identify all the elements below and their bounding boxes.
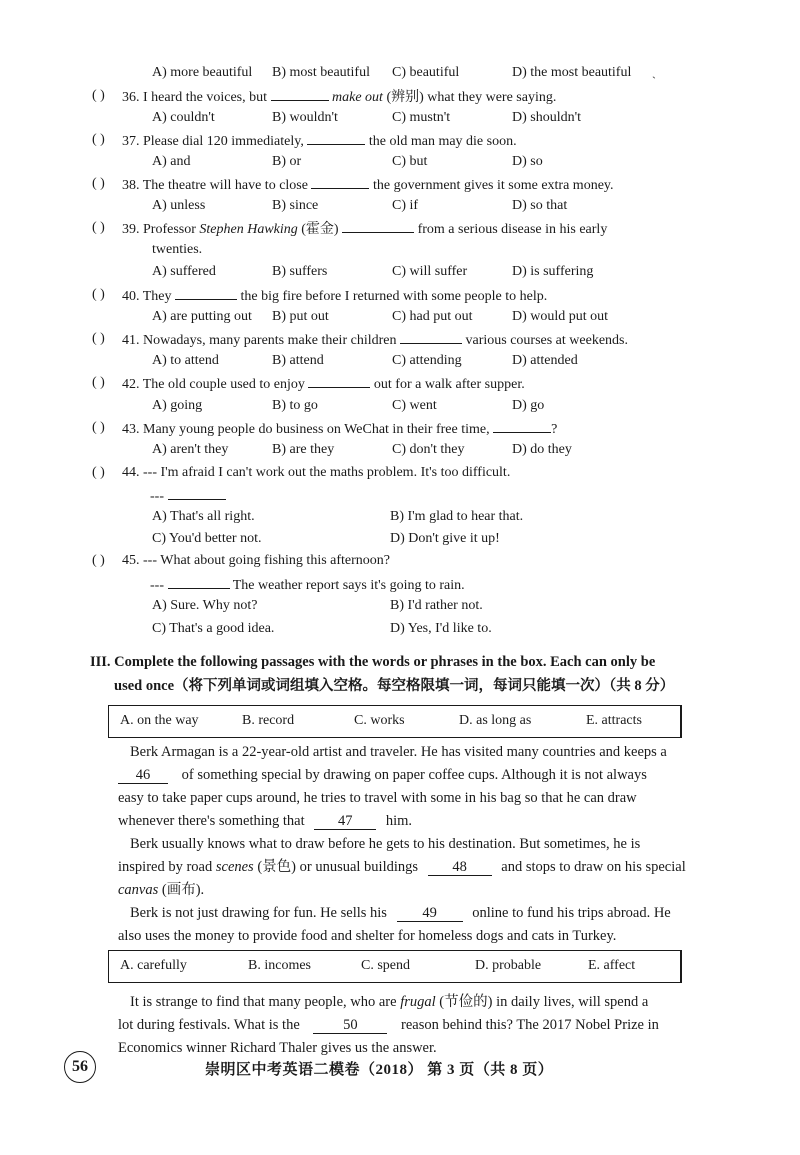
question-text: Nowadays, many parents make their children xyxy=(143,333,397,348)
question-text: Please dial 120 immediately, xyxy=(143,134,304,149)
q40-option-a: A) are putting out xyxy=(152,309,252,324)
q37-option-b: B) or xyxy=(272,154,302,169)
section-title: III. Complete the following passages with the words or phrases in the box. Each can only be xyxy=(90,654,656,670)
word-box-1-item: E. attracts xyxy=(586,713,642,728)
q35-option-a: A) more beautiful xyxy=(152,65,253,80)
q37-option-d: D) so xyxy=(512,154,543,169)
passage-line: It is strange to find that many people, who are frugal (节俭的) in daily lives, will spend a xyxy=(130,994,649,1010)
q43-option-c: C) don't they xyxy=(392,442,465,457)
word-box-2-item: E. affect xyxy=(588,958,636,973)
q44-option-a: A) That's all right. xyxy=(152,509,255,524)
word-box-2-item: A. carefully xyxy=(120,958,187,973)
word-box-1-item: A. on the way xyxy=(120,713,199,728)
page-number-circle: 56 xyxy=(64,1051,96,1083)
q36-option-b: B) wouldn't xyxy=(272,110,338,125)
question-42 xyxy=(122,373,525,395)
q36-option-c: C) mustn't xyxy=(392,110,451,125)
answer-blank[interactable] xyxy=(493,418,551,433)
passage-line xyxy=(130,902,671,925)
answer-bracket[interactable]: ( ) xyxy=(92,287,105,302)
stray-mark: ˋ xyxy=(652,74,656,88)
q45-reply xyxy=(150,574,465,596)
passage-line: Berk Armagan is a 22-year-old artist and traveler. He has visited many countries and keeps a xyxy=(130,744,667,760)
answer-bracket[interactable]: ( ) xyxy=(92,132,105,147)
question-text-after: the big fire before I returned with some people to help. xyxy=(240,289,548,304)
passage-text: online to fund his trips abroad. He xyxy=(472,905,671,921)
passage-text: Berk is not just drawing for fun. He sells his xyxy=(130,905,387,921)
passage-text: of something special by drawing on paper coffee cups. Although it is not always xyxy=(181,767,647,783)
q35-option-d: D) the most beautiful xyxy=(512,65,632,80)
question-38 xyxy=(122,174,614,196)
question-45 xyxy=(122,551,390,571)
q37-option-c: C) but xyxy=(392,154,428,169)
answer-bracket[interactable]: ( ) xyxy=(92,331,105,346)
question-text: --- What about going fishing this afternoon? xyxy=(143,553,391,568)
q41-option-d: D) attended xyxy=(512,353,578,368)
q39-option-b: B) suffers xyxy=(272,264,328,279)
question-text: The old couple used to enjoy xyxy=(142,377,305,392)
question-text-after: the government gives it some extra money. xyxy=(372,178,614,193)
blank-48[interactable]: 48 xyxy=(428,859,492,876)
answer-blank[interactable] xyxy=(400,329,462,344)
word-box-2-item: D. probable xyxy=(475,958,542,973)
q42-option-c: C) went xyxy=(392,398,437,413)
q38-option-d: D) so that xyxy=(512,198,568,213)
answer-blank[interactable] xyxy=(168,485,226,500)
passage-line xyxy=(118,764,647,787)
passage-text: lot during festivals. What is the xyxy=(118,1017,300,1033)
word-box-1-item: C. works xyxy=(354,713,405,728)
blank-46[interactable]: 46 xyxy=(118,767,168,784)
q43-option-a: A) aren't they xyxy=(152,442,229,457)
question-44 xyxy=(122,463,510,483)
answer-bracket[interactable]: ( ) xyxy=(92,553,105,568)
q42-option-a: A) going xyxy=(152,398,203,413)
q42-option-d: D) go xyxy=(512,398,545,413)
q35-option-c: C) beautiful xyxy=(392,65,460,80)
section-instruction: used once（将下列单词或词组填入空格。每空格限填一词，每词只能填一次）（共 8 分） xyxy=(114,678,675,694)
q42-option-b: B) to go xyxy=(272,398,318,413)
answer-blank[interactable] xyxy=(307,130,365,145)
word-box-1-item: D. as long as xyxy=(459,713,532,728)
q44-reply xyxy=(150,485,226,507)
q45-option-b: B) I'd rather not. xyxy=(390,598,483,613)
question-text-after: out for a walk after supper. xyxy=(373,377,525,392)
question-37 xyxy=(122,130,517,152)
answer-blank[interactable] xyxy=(175,285,237,300)
question-text: --- I'm afraid I can't work out the maths problem. It's too difficult. xyxy=(143,465,511,480)
passage-text: inspired by road scenes (景色) or unusual buildings xyxy=(118,859,419,875)
q38-option-b: B) since xyxy=(272,198,319,213)
question-text-after: ? xyxy=(551,422,558,437)
passage-line xyxy=(118,856,686,879)
q37-option-a: A) and xyxy=(152,154,191,169)
q41-option-b: B) attend xyxy=(272,353,324,368)
answer-bracket[interactable]: ( ) xyxy=(92,176,105,191)
word-box-2-item: B. incomes xyxy=(248,958,311,973)
q45-option-a: A) Sure. Why not? xyxy=(152,598,258,613)
answer-blank[interactable] xyxy=(308,373,370,388)
q38-option-c: C) if xyxy=(392,198,419,213)
question-36 xyxy=(122,86,556,108)
passage-text: whenever there's something that xyxy=(118,813,305,829)
answer-bracket[interactable]: ( ) xyxy=(92,465,105,480)
question-text-after: from a serious disease in his early xyxy=(417,222,608,237)
question-number: 41. xyxy=(122,333,140,348)
q40-option-b: B) put out xyxy=(272,309,329,324)
passage-text: and stops to draw on his special xyxy=(501,859,686,875)
answer-blank[interactable] xyxy=(271,86,329,101)
question-number: 39. xyxy=(122,222,140,237)
question-number: 43. xyxy=(122,422,140,437)
q39-option-d: D) is suffering xyxy=(512,264,594,279)
question-text: Professor Stephen Hawking (霍金) xyxy=(143,222,339,237)
reply-dash: --- xyxy=(150,489,164,504)
q44-option-b: B) I'm glad to hear that. xyxy=(390,509,524,524)
passage-line: Economics winner Richard Thaler gives us the answer. xyxy=(118,1040,437,1056)
question-39-continued: twenties. xyxy=(152,242,203,257)
question-number: 36. xyxy=(122,90,140,105)
word-box-2-item: C. spend xyxy=(361,958,410,973)
q36-option-d: D) shouldn't xyxy=(512,110,582,125)
question-text: The theatre will have to close xyxy=(142,178,308,193)
question-number: 42. xyxy=(122,377,140,392)
blank-50[interactable]: 50 xyxy=(313,1017,387,1034)
blank-47[interactable]: 47 xyxy=(314,813,376,830)
q35-option-b: B) most beautiful xyxy=(272,65,370,80)
q38-option-a: A) unless xyxy=(152,198,206,213)
answer-bracket[interactable]: ( ) xyxy=(92,220,105,235)
q45-option-c: C) That's a good idea. xyxy=(152,621,275,636)
q44-option-d: D) Don't give it up! xyxy=(390,531,500,546)
question-number: 37. xyxy=(122,134,140,149)
question-number: 40. xyxy=(122,289,140,304)
q39-option-a: A) suffered xyxy=(152,264,216,279)
reply-text: The weather report says it's going to rain. xyxy=(232,578,465,593)
question-40 xyxy=(122,285,547,307)
question-number: 45. xyxy=(122,553,140,568)
q41-option-a: A) to attend xyxy=(152,353,219,368)
passage-line: canvas (画布). xyxy=(118,882,205,898)
answer-blank[interactable] xyxy=(168,574,230,589)
question-text-after: the old man may die soon. xyxy=(368,134,517,149)
question-text-after-2: (辨别) what they were saying. xyxy=(382,90,557,105)
q43-option-b: B) are they xyxy=(272,442,335,457)
q43-option-d: D) do they xyxy=(512,442,572,457)
question-number: 38. xyxy=(122,178,140,193)
q45-option-d: D) Yes, I'd like to. xyxy=(390,621,492,636)
question-text: I heard the voices, but xyxy=(143,90,268,105)
q36-option-a: A) couldn't xyxy=(152,110,215,125)
answer-blank[interactable] xyxy=(342,218,414,233)
passage-line: also uses the money to provide food and shelter for homeless dogs and cats in Turkey. xyxy=(118,928,617,944)
q40-option-c: C) had put out xyxy=(392,309,473,324)
passage-text: reason behind this? The 2017 Nobel Prize in xyxy=(401,1017,659,1033)
question-number: 44. xyxy=(122,465,140,480)
passage-line: Berk usually knows what to draw before he gets to his destination. But sometimes, he is xyxy=(130,836,641,852)
answer-bracket[interactable]: ( ) xyxy=(92,88,105,103)
blank-49[interactable]: 49 xyxy=(397,905,463,922)
answer-bracket[interactable]: ( ) xyxy=(92,375,105,390)
q40-option-d: D) would put out xyxy=(512,309,609,324)
question-text: They xyxy=(142,289,172,304)
passage-text: him. xyxy=(385,813,413,829)
question-41 xyxy=(122,329,628,351)
question-43 xyxy=(122,418,557,440)
answer-bracket[interactable]: ( ) xyxy=(92,420,105,435)
page-footer: 崇明区中考英语二模卷（2018） 第 3 页（共 8 页） xyxy=(205,1062,554,1078)
passage-line xyxy=(118,810,412,833)
passage-line xyxy=(118,1014,659,1037)
answer-blank[interactable] xyxy=(311,174,369,189)
reply-dash: --- xyxy=(150,578,164,593)
q44-option-c: C) You'd better not. xyxy=(152,531,262,546)
word-box-1-item: B. record xyxy=(242,713,295,728)
q39-option-c: C) will suffer xyxy=(392,264,468,279)
question-text-after: make out xyxy=(332,90,383,105)
question-text-after: various courses at weekends. xyxy=(465,333,628,348)
passage-line: easy to take paper cups around, he tries to travel with some in his bag so that he can draw xyxy=(118,790,637,806)
q41-option-c: C) attending xyxy=(392,353,462,368)
question-text: Many young people do business on WeChat in their free time, xyxy=(143,422,490,437)
question-39 xyxy=(122,218,607,240)
